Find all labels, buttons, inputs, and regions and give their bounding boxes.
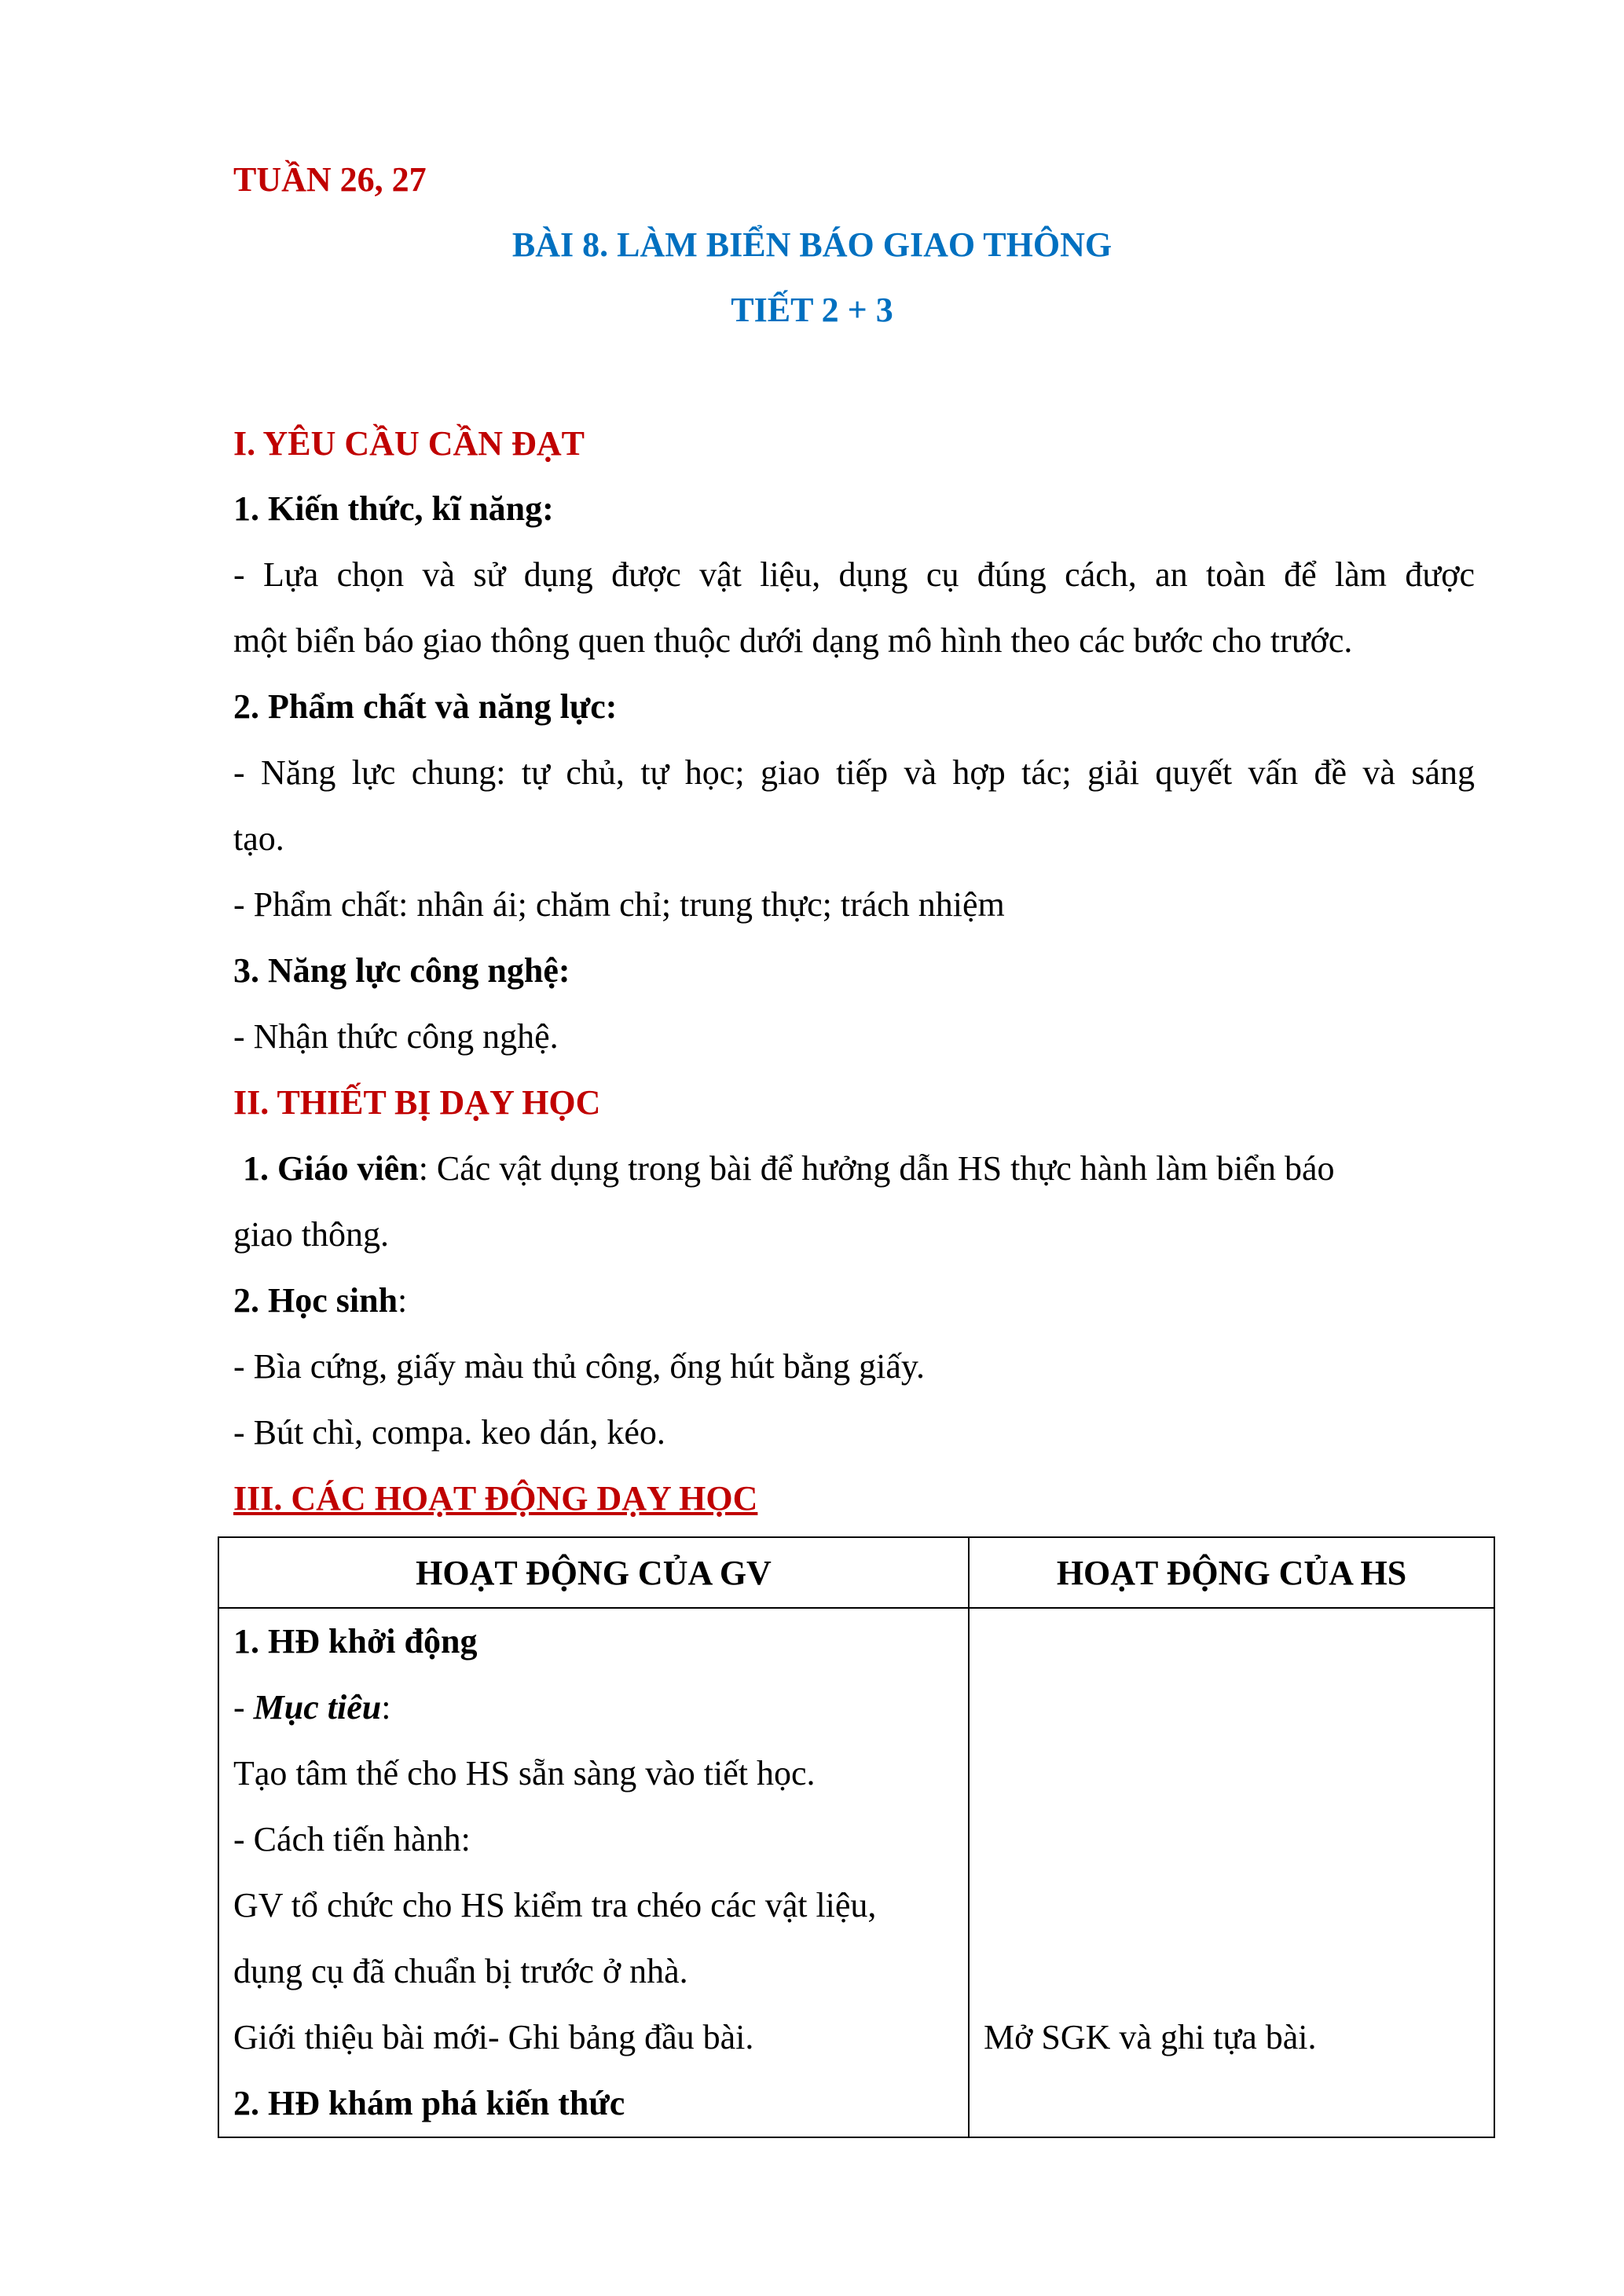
tech-line: - Nhận thức công nghệ.	[233, 1017, 559, 1056]
student-line-2: - Bút chì, compa. keo dán, kéo.	[233, 1413, 665, 1452]
hs-spacer-1	[970, 1609, 1494, 1675]
hs-spacer-2	[970, 1675, 1494, 1741]
student-label: 2. Học sinh	[233, 1281, 398, 1320]
student-line-1: - Bìa cứng, giấy màu thủ công, ống hút bằng giấy.	[233, 1347, 926, 1386]
intro-line: Giới thiệu bài mới- Ghi bảng đầu bài.	[233, 2018, 754, 2056]
competence-line-2: tạo.	[233, 819, 284, 858]
hs-cell	[969, 1608, 1494, 2137]
hs-spacer-5	[970, 1873, 1494, 1939]
goal-text: Tạo tâm thế cho HS sẵn sàng vào tiết học.	[233, 1754, 816, 1792]
open-book-line: Mở SGK và ghi tựa bài.	[984, 2018, 1317, 2056]
student-colon: :	[398, 1281, 408, 1320]
explore-heading: 2. HĐ khám phá kiến thức	[233, 2084, 625, 2122]
knowledge-line-1: - Lựa chọn và sử dụng được vật liệu, dụng cụ đúng cách, an toàn để làm được	[233, 555, 1475, 594]
knowledge-heading: 1. Kiến thức, kĩ năng:	[233, 489, 554, 528]
knowledge-line-2: một biển báo giao thông quen thuộc dưới dạng mô hình theo các bước cho trước.	[233, 621, 1353, 660]
goal-colon: :	[381, 1688, 391, 1727]
hs-spacer-6	[970, 1939, 1494, 2005]
gv-cell	[218, 1608, 969, 2137]
method-label: - Cách tiến hành:	[233, 1820, 471, 1858]
competence-line-1: - Năng lực chung: tự chủ, tự học; giao tiếp và hợp tác; giải quyết vấn đề và sáng	[233, 753, 1475, 792]
organize-line-2: dụng cụ đã chuẩn bị trước ở nhà.	[233, 1952, 688, 1990]
startup-heading: 1. HĐ khởi động	[233, 1622, 478, 1661]
tech-heading: 3. Năng lực công nghệ:	[233, 951, 570, 990]
quality-heading: 2. Phẩm chất và năng lực:	[233, 687, 618, 726]
organize-line-1: GV tổ chức cho HS kiểm tra chéo các vật liệu,	[233, 1886, 877, 1924]
table-header-row	[218, 1537, 1494, 1608]
teacher-text: : Các vật dụng trong bài để hưởng dẫn HS thực hành làm biển báo	[418, 1149, 1335, 1188]
activities-table	[218, 1536, 1495, 2138]
header-hs: HOẠT ĐỘNG CỦA HS	[969, 1537, 1494, 1608]
section1-heading: I. YÊU CẦU CẦN ĐẠT	[233, 424, 585, 463]
section2-heading: II. THIẾT BỊ DẠY HỌC	[233, 1083, 601, 1122]
goal-label: Mục tiêu	[253, 1688, 382, 1727]
hs-spacer-4	[970, 1807, 1494, 1873]
lesson-title: BÀI 8. LÀM BIỂN BÁO GIAO THÔNG	[511, 225, 1113, 264]
goal-line	[219, 1675, 968, 1741]
hs-spacer-3	[970, 1741, 1494, 1807]
quality-line: - Phẩm chất: nhân ái; chăm chỉ; trung thực; trách nhiệm	[233, 885, 1005, 924]
header-gv: HOẠT ĐỘNG CỦA GV	[218, 1537, 969, 1608]
week-label: TUẦN 26, 27	[233, 160, 427, 199]
teacher-label: 1. Giáo viên	[243, 1149, 419, 1188]
teacher-line	[243, 1136, 1484, 1202]
teacher-line-2: giao thông.	[233, 1215, 389, 1254]
table-row	[218, 1608, 1494, 2137]
student-heading	[233, 1268, 1475, 1334]
period-label: TIẾT 2 + 3	[731, 291, 893, 329]
section3-heading: III. CÁC HOẠT ĐỘNG DẠY HỌC	[233, 1479, 758, 1518]
goal-dash: -	[233, 1688, 254, 1727]
